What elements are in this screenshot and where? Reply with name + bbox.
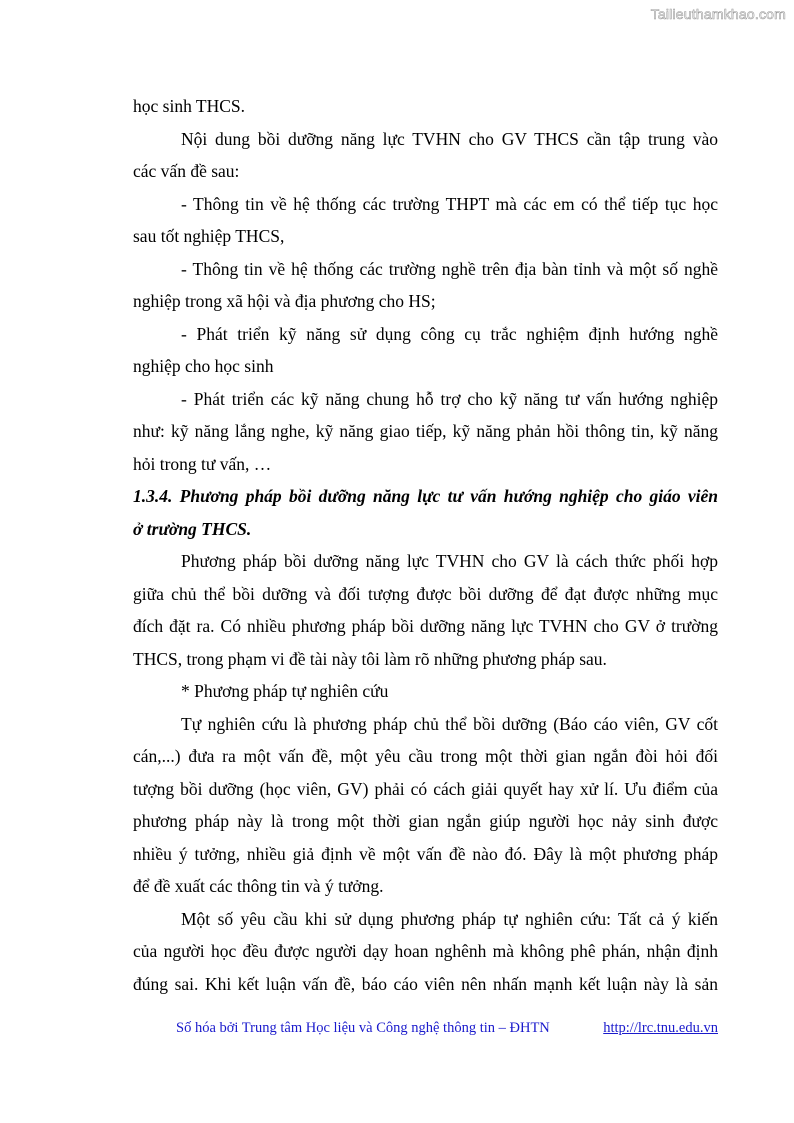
text-line: các vấn đề sau: (133, 161, 240, 181)
text-line: Phương pháp bồi dưỡng năng lực TVHN cho GV là cách thức phối hợp (181, 551, 718, 571)
text-line: sau tốt nghiệp THCS, (133, 226, 285, 246)
text-line: tượng bồi dưỡng (học viên, GV) phải có cách giải quyết hay xử lí. Ưu điểm của (133, 778, 718, 799)
text-line: nghiệp trong xã hội và địa phương cho HS; (133, 291, 436, 311)
watermark: Tailieuthamkhao.com (650, 6, 786, 22)
text-line: nhiều ý tưởng, nhiều giả định về một vấn đề nào đó. Đây là một phương pháp (133, 843, 718, 864)
text-line: Một số yêu cầu khi sử dụng phương pháp tự nghiên cứu: Tất cả ý kiến (181, 908, 718, 929)
page-body (133, 90, 718, 1000)
text-line: - Thông tin về hệ thống các trường nghề trên địa bàn tỉnh và một số nghề (181, 258, 718, 279)
text-line: như: kỹ năng lắng nghe, kỹ năng giao tiếp, kỹ năng phản hồi thông tin, kỹ năng (133, 421, 718, 441)
text-line: Tự nghiên cứu là phương pháp chủ thể bồi dưỡng (Báo cáo viên, GV cốt (181, 713, 718, 734)
text-line: học sinh THCS. (133, 96, 245, 116)
subheading: * Phương pháp tự nghiên cứu (181, 681, 389, 701)
text-line: phương pháp này là trong một thời gian ngắn giúp người học nảy sinh được (133, 811, 718, 831)
text-line: của người học đều được người dạy hoan nghênh mà không phê phán, nhận định (133, 941, 718, 961)
text-line: cán,...) đưa ra một vấn đề, một yêu cầu trong một thời gian ngắn đòi hỏi đối (133, 746, 718, 766)
section-heading: 1.3.4. Phương pháp bồi dưỡng năng lực tư vấn hướng nghiệp cho giáo viên (133, 486, 718, 506)
page-footer (176, 1020, 718, 1037)
text-line: nghiệp cho học sinh (133, 356, 274, 376)
text-line: đúng sai. Khi kết luận vấn đề, báo cáo viên nên nhấn mạnh kết luận này là sản (133, 973, 718, 994)
footer-text: Số hóa bởi Trung tâm Học liệu và Công nghệ thông tin – ĐHTN (176, 1020, 550, 1036)
text-line: Nội dung bồi dưỡng năng lực TVHN cho GV THCS cần tập trung vào (181, 128, 718, 149)
text-line: - Phát triển các kỹ năng chung hỗ trợ cho kỹ năng tư vấn hướng nghiệp (181, 388, 718, 409)
text-line: hỏi trong tư vấn, … (133, 453, 272, 474)
text-line: để đề xuất các thông tin và ý tưởng. (133, 876, 384, 896)
section-heading: ở trường THCS. (133, 518, 252, 539)
text-line: THCS, trong phạm vi đề tài này tôi làm rõ những phương pháp sau. (133, 648, 607, 669)
text-line: đích đặt ra. Có nhiều phương pháp bồi dưỡng năng lực TVHN cho GV ở trường (133, 616, 718, 636)
footer-link[interactable]: http://lrc.tnu.edu.vn (603, 1020, 718, 1036)
text-line: - Thông tin về hệ thống các trường THPT mà các em có thể tiếp tục học (181, 193, 718, 214)
text-line: giữa chủ thể bồi dưỡng và đối tượng được bồi dưỡng để đạt được những mục (133, 583, 718, 604)
text-line: - Phát triển kỹ năng sử dụng công cụ trắc nghiệm định hướng nghề (181, 323, 718, 344)
